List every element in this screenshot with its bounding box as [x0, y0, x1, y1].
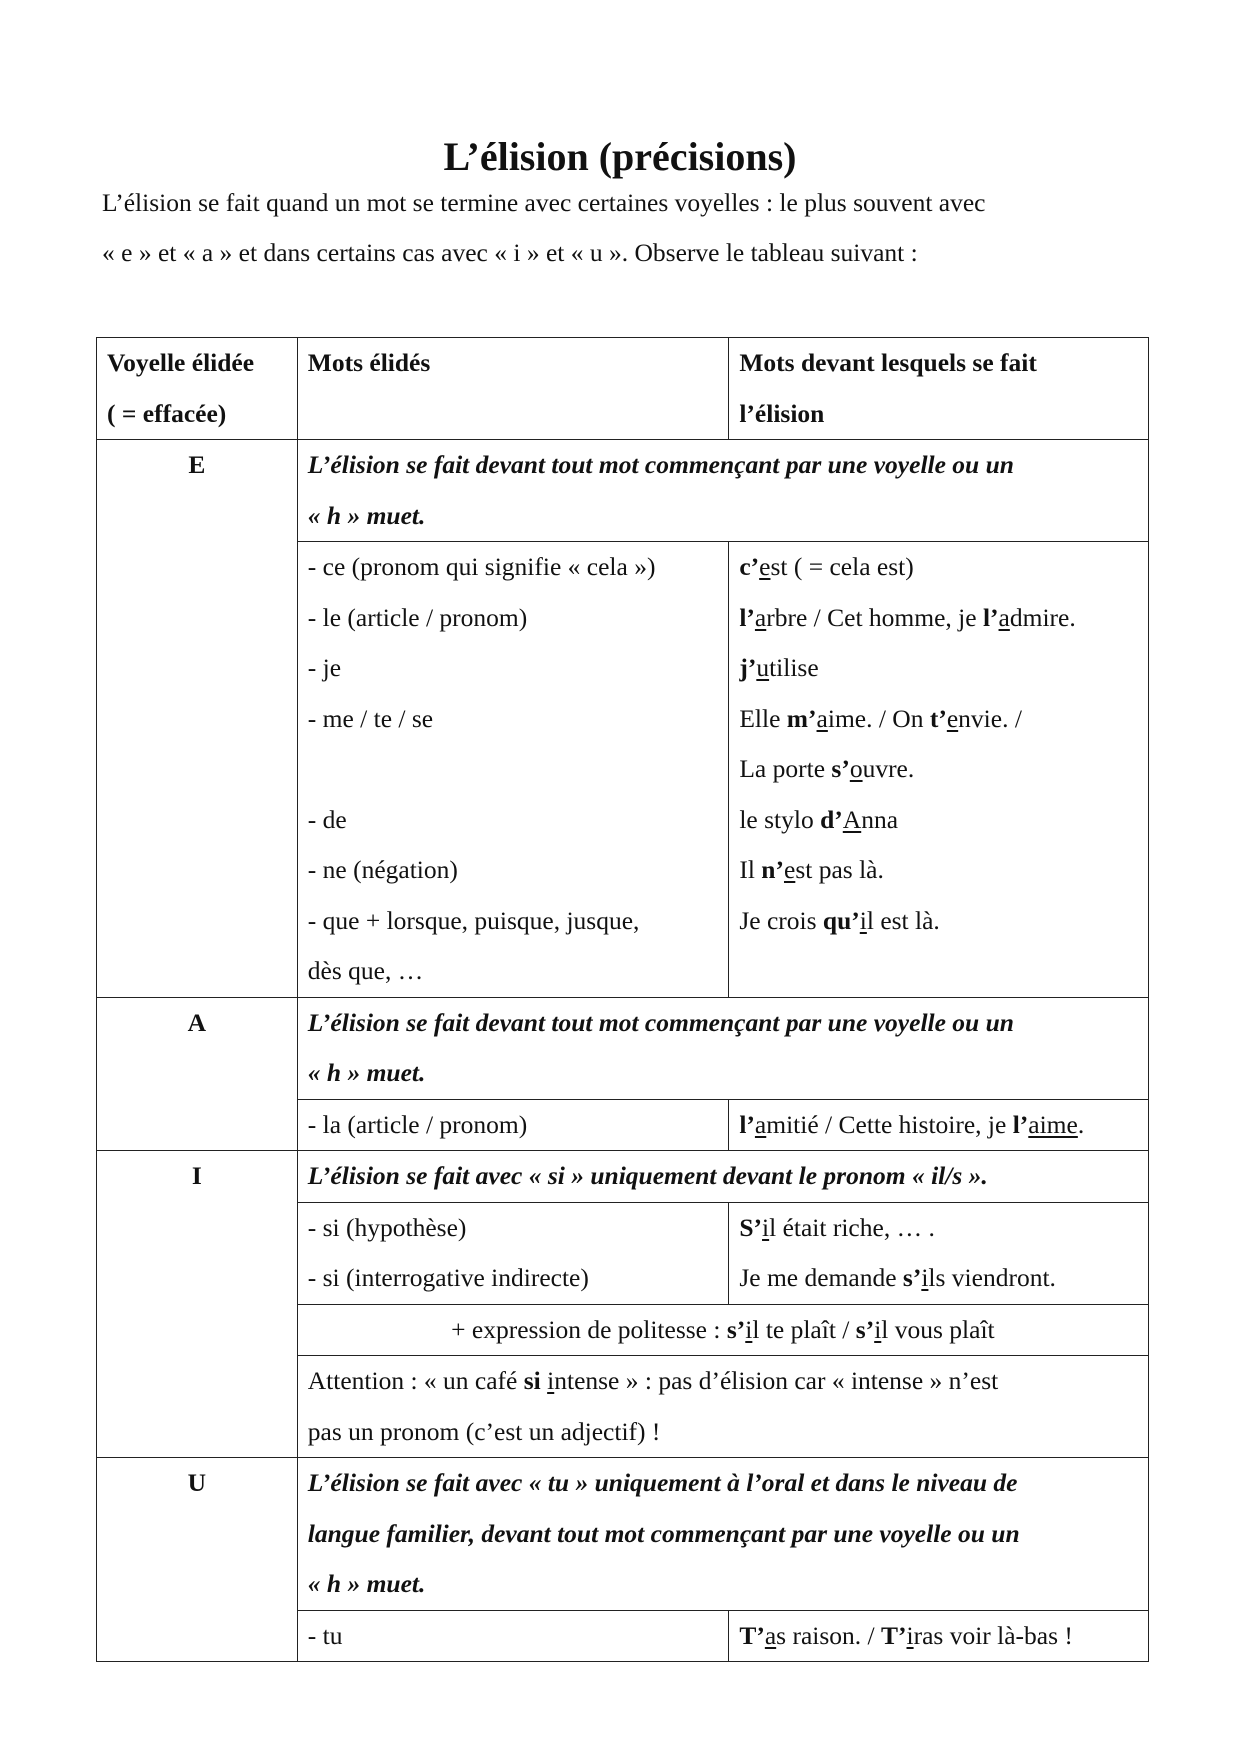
- section-i-rule-row: [97, 1151, 1149, 1203]
- vowel-u: U: [97, 1458, 298, 1662]
- list-item: - ce (pronom qui signifie « cela »): [307, 552, 656, 581]
- example-line: l’amitié / Cette histoire, je l’aime.: [739, 1109, 1085, 1139]
- intro-paragraph: [102, 178, 1142, 278]
- example-line: j’utilise: [739, 653, 819, 682]
- intro-line-2: « e » et « a » et dans certains cas avec « i » et « u ». Observe le tableau suivant :: [102, 238, 918, 267]
- list-item: - tu: [307, 1620, 343, 1650]
- elided-words-e: [297, 542, 729, 998]
- intro-line-1: L’élision se fait quand un mot se termine avec certaines voyelles : le plus souvent avec: [102, 188, 986, 217]
- examples-u: [729, 1610, 1149, 1662]
- section-u-rule-row: [97, 1458, 1149, 1611]
- rule-u: L’élision se fait avec « tu » uniquement à l’oral et dans le niveau de langue familier, devant tout mot commençant par une voyelle ou un « h » muet.: [297, 1458, 1148, 1611]
- list-item: - ne (négation): [307, 855, 458, 884]
- header-following-words: Mots devant lesquels se fait l’élision: [729, 338, 1149, 440]
- example-line: l’arbre / Cet homme, je l’admire.: [739, 602, 1076, 632]
- section-a-rule-row: [97, 997, 1149, 1099]
- table-header-row: [97, 338, 1149, 440]
- example-line: c’est ( = cela est): [739, 552, 914, 581]
- example-line: La porte s’ouvre.: [739, 754, 915, 783]
- list-item: dès que, …: [307, 956, 424, 985]
- examples-a: [729, 1099, 1149, 1151]
- elided-words-a: [297, 1099, 729, 1151]
- attention-note: Attention : « un café si intense » : pas d’élision car « intense » n’est pas un pronom (c’est un adjectif) !: [297, 1356, 1148, 1458]
- header-elided-words: Mots élidés: [297, 338, 729, 440]
- page-title: L’élision (précisions): [443, 133, 797, 179]
- vowel-e: E: [97, 440, 298, 998]
- example-line: le stylo d’Anna: [739, 804, 899, 834]
- section-e-rule-row: [97, 440, 1149, 542]
- list-item: - si (hypothèse): [307, 1212, 467, 1242]
- vowel-a: A: [97, 997, 298, 1151]
- list-item: - me / te / se: [307, 703, 434, 733]
- rule-e: L’élision se fait devant tout mot commençant par une voyelle ou un « h » muet.: [297, 440, 1148, 542]
- rule-a: L’élision se fait devant tout mot commençant par une voyelle ou un « h » muet.: [297, 997, 1148, 1099]
- example-line: Je crois qu’il est là.: [739, 905, 940, 935]
- list-item: - si (interrogative indirecte): [307, 1263, 589, 1292]
- vowel-i: I: [97, 1151, 298, 1458]
- header-vowel: Voyelle élidée ( = effacée): [97, 338, 298, 440]
- elision-table: [96, 337, 1149, 1662]
- list-item: - le (article / pronom): [307, 602, 528, 632]
- list-item: - que + lorsque, puisque, jusque,: [307, 905, 640, 935]
- list-item: - de: [307, 804, 347, 834]
- elided-words-i: [297, 1202, 729, 1304]
- example-line: Elle m’aime. / On t’envie. /: [739, 703, 1022, 733]
- examples-e: [729, 542, 1149, 998]
- list-item: - je: [307, 653, 342, 682]
- example-line: Je me demande s’ils viendront.: [739, 1263, 1056, 1292]
- example-line: T’as raison. / T’iras voir là-bas !: [739, 1620, 1073, 1650]
- examples-i: [729, 1202, 1149, 1304]
- example-line: S’il était riche, … .: [739, 1212, 935, 1242]
- list-item: - la (article / pronom): [307, 1109, 528, 1139]
- elided-words-u: [297, 1610, 729, 1662]
- politesse-note: + expression de politesse : s’il te plaît / s’il vous plaît: [297, 1304, 1148, 1356]
- example-line: Il n’est pas là.: [739, 855, 884, 884]
- rule-i: L’élision se fait avec « si » uniquement devant le pronom « il/s ».: [297, 1151, 1148, 1203]
